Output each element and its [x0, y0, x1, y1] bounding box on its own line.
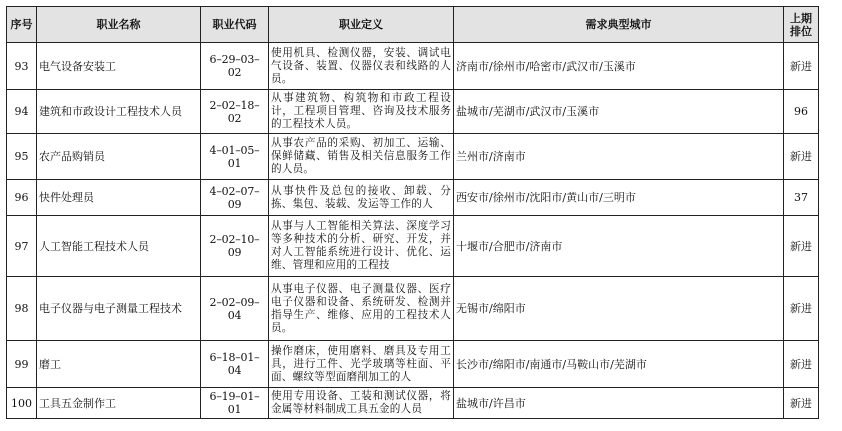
previous-rank: 新进: [784, 43, 819, 90]
occupation-name: 电子仪器与电子测量工程技术: [37, 277, 201, 341]
occupation-code: 4–01–05–01: [201, 134, 269, 180]
occupation-demand-table: [6, 6, 819, 419]
occupation-code: 2–02–10–09: [201, 216, 269, 277]
demand-cities: 无锡市/绵阳市: [454, 277, 784, 341]
header-occupation-code: 职业代码: [201, 7, 269, 43]
header-index: 序号: [7, 7, 37, 43]
occupation-name: 电气设备安装工: [37, 43, 201, 90]
table-row: [7, 90, 819, 134]
table-row: [7, 341, 819, 388]
occupation-definition: 从事快件及总包的接收、卸载、分拣、集包、装载、发运等工作的人: [269, 180, 454, 216]
occupation-name: 快件处理员: [37, 180, 201, 216]
occupation-definition: 从事农产品的采购、初加工、运输、保鲜储藏、销售及相关信息服务工作的人员。: [269, 134, 454, 180]
header-row: [7, 7, 819, 43]
table-row: [7, 388, 819, 419]
header-occupation-definition: 职业定义: [269, 7, 454, 43]
previous-rank: 新进: [784, 341, 819, 388]
occupation-name: 工具五金制作工: [37, 388, 201, 419]
occupation-name: 建筑和市政设计工程技术人员: [37, 90, 201, 134]
table-row: [7, 216, 819, 277]
occupation-definition: 操作磨床，使用磨料、磨具及专用工具，进行工件、光学玻璃等柱面、平面、螺纹等型面磨削加工的人: [269, 341, 454, 388]
table-row: [7, 180, 819, 216]
row-index: 95: [7, 134, 37, 180]
occupation-definition: 使用机具、检测仪器，安装、调试电气设备、装置、仪器仪表和线路的人员。: [269, 43, 454, 90]
occupation-code: 4–02–07–09: [201, 180, 269, 216]
demand-cities: 济南市/徐州市/哈密市/武汉市/玉溪市: [454, 43, 784, 90]
row-index: 94: [7, 90, 37, 134]
occupation-code: 2–02–18–02: [201, 90, 269, 134]
header-occupation-name: 职业名称: [37, 7, 201, 43]
occupation-definition: 从事建筑物、构筑物和市政工程设计，工程项目管理、咨询及技术服务的工程技术人员。: [269, 90, 454, 134]
previous-rank: 新进: [784, 216, 819, 277]
table-row: [7, 134, 819, 180]
occupation-code: 6–29–03–02: [201, 43, 269, 90]
row-index: 97: [7, 216, 37, 277]
previous-rank: 新进: [784, 277, 819, 341]
demand-cities: 盐城市/许昌市: [454, 388, 784, 419]
demand-cities: 兰州市/济南市: [454, 134, 784, 180]
occupation-name: 磨工: [37, 341, 201, 388]
row-index: 99: [7, 341, 37, 388]
occupation-code: 6–18–01–04: [201, 341, 269, 388]
table-body: [7, 43, 819, 419]
demand-cities: 长沙市/绵阳市/南通市/马鞍山市/芜湖市: [454, 341, 784, 388]
row-index: 100: [7, 388, 37, 419]
previous-rank: 96: [784, 90, 819, 134]
header-previous-rank: 上期排位: [784, 7, 819, 43]
occupation-definition: 使用专用设备、工装和测试仪器，将金属等材料制成工具五金的人员: [269, 388, 454, 419]
row-index: 98: [7, 277, 37, 341]
previous-rank: 新进: [784, 388, 819, 419]
header-demand-cities: 需求典型城市: [454, 7, 784, 43]
previous-rank: 新进: [784, 134, 819, 180]
demand-cities: 十堰市/合肥市/济南市: [454, 216, 784, 277]
table-header: [7, 7, 819, 43]
row-index: 96: [7, 180, 37, 216]
occupation-name: 农产品购销员: [37, 134, 201, 180]
occupation-code: 2–02–09–04: [201, 277, 269, 341]
row-index: 93: [7, 43, 37, 90]
occupation-name: 人工智能工程技术人员: [37, 216, 201, 277]
table-row: [7, 277, 819, 341]
previous-rank: 37: [784, 180, 819, 216]
table-row: [7, 43, 819, 90]
occupation-code: 6–19–01–01: [201, 388, 269, 419]
demand-cities: 西安市/徐州市/沈阳市/黄山市/三明市: [454, 180, 784, 216]
demand-cities: 盐城市/芜湖市/武汉市/玉溪市: [454, 90, 784, 134]
occupation-definition: 从事电子仪器、电子测量仪器、医疗电子仪器和设备、系统研发、检测并指导生产、维修、应用的工程技术人员。: [269, 277, 454, 341]
occupation-definition: 从事与人工智能相关算法、深度学习等多种技术的分析、研究、开发，并对人工智能系统进行设计、优化、运维、管理和应用的工程技: [269, 216, 454, 277]
